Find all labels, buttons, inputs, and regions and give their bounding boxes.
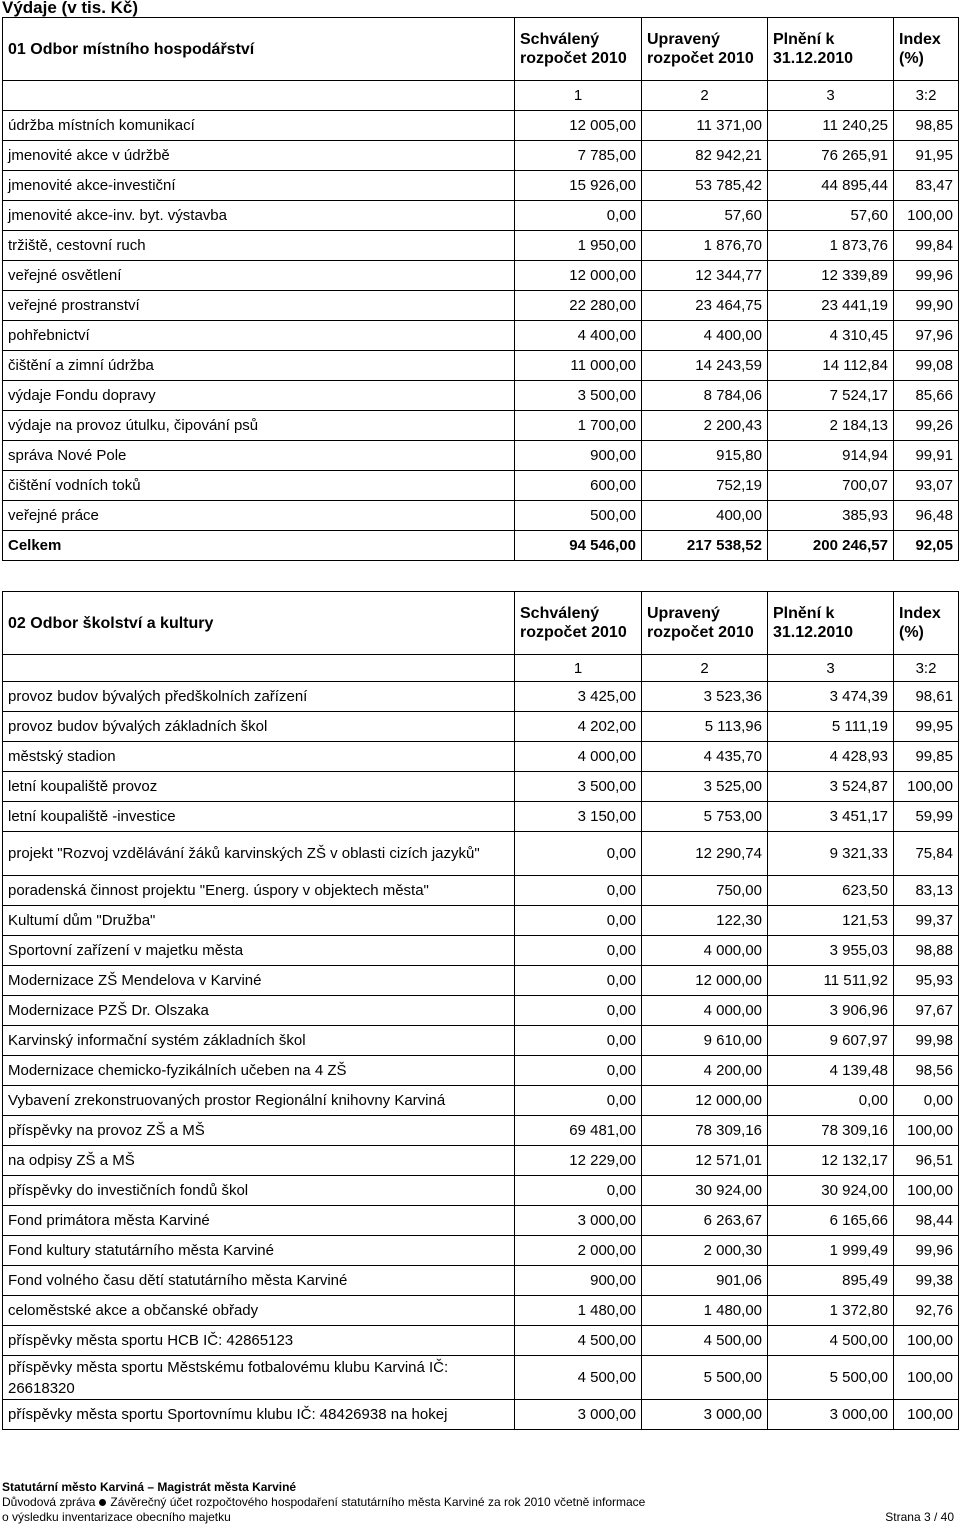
footer-document-line — [2, 1495, 954, 1510]
adjusted-value: 901,06 — [642, 1266, 768, 1296]
index-value: 98,88 — [894, 936, 959, 966]
table-row — [3, 1206, 959, 1236]
row-label: veřejné prostranství — [3, 291, 515, 321]
header-approved-budget: Schválený rozpočet 2010 — [515, 18, 642, 81]
fulfilment-value: 6 165,66 — [768, 1206, 894, 1236]
table-row — [3, 471, 959, 501]
fulfilment-value: 9 321,33 — [768, 832, 894, 876]
approved-value: 500,00 — [515, 501, 642, 531]
footer-last-line — [2, 1510, 954, 1525]
adjusted-value: 14 243,59 — [642, 351, 768, 381]
row-label: výdaje na provoz útulku, čipování psů — [3, 411, 515, 441]
row-label: městský stadion — [3, 742, 515, 772]
colnum: 1 — [515, 655, 642, 682]
adjusted-value: 9 610,00 — [642, 1026, 768, 1056]
index-value: 100,00 — [894, 772, 959, 802]
row-label: pohřebnictví — [3, 321, 515, 351]
fulfilment-value: 4 310,45 — [768, 321, 894, 351]
approved-value: 4 000,00 — [515, 742, 642, 772]
adjusted-value: 915,80 — [642, 441, 768, 471]
row-label: příspěvky na provoz ZŠ a MŠ — [3, 1116, 515, 1146]
approved-value: 3 500,00 — [515, 772, 642, 802]
index-value: 0,00 — [894, 1086, 959, 1116]
adjusted-value: 12 290,74 — [642, 832, 768, 876]
row-label: Karvinský informační systém základních škol — [3, 1026, 515, 1056]
approved-value: 1 480,00 — [515, 1296, 642, 1326]
colnum-spacer — [3, 81, 515, 111]
fulfilment-value: 121,53 — [768, 906, 894, 936]
table-row — [3, 201, 959, 231]
fulfilment-value: 200 246,57 — [768, 531, 894, 561]
approved-value: 12 005,00 — [515, 111, 642, 141]
table-row — [3, 936, 959, 966]
table-row — [3, 1326, 959, 1356]
row-label: jmenovité akce-inv. byt. výstavba — [3, 201, 515, 231]
row-label: jmenovité akce-investiční — [3, 171, 515, 201]
fulfilment-value: 78 309,16 — [768, 1116, 894, 1146]
row-label: jmenovité akce v údržbě — [3, 141, 515, 171]
adjusted-value: 4 400,00 — [642, 321, 768, 351]
fulfilment-value: 2 184,13 — [768, 411, 894, 441]
approved-value: 4 202,00 — [515, 712, 642, 742]
table-row — [3, 441, 959, 471]
fulfilment-value: 3 474,39 — [768, 682, 894, 712]
table-row — [3, 111, 959, 141]
approved-value: 69 481,00 — [515, 1116, 642, 1146]
adjusted-value: 750,00 — [642, 876, 768, 906]
footer-doc-title: Závěrečný účet rozpočtového hospodaření statutárního města Karviné za rok 2010 včetně informace — [110, 1495, 646, 1509]
fulfilment-value: 11 240,25 — [768, 111, 894, 141]
index-value: 85,66 — [894, 381, 959, 411]
adjusted-value: 3 523,36 — [642, 682, 768, 712]
fulfilment-value: 23 441,19 — [768, 291, 894, 321]
row-label: letní koupaliště -investice — [3, 802, 515, 832]
row-label: Celkem — [3, 531, 515, 561]
index-value: 83,13 — [894, 876, 959, 906]
index-value: 99,96 — [894, 1236, 959, 1266]
table-row — [3, 742, 959, 772]
fulfilment-value: 700,07 — [768, 471, 894, 501]
index-value: 98,56 — [894, 1056, 959, 1086]
fulfilment-value: 385,93 — [768, 501, 894, 531]
adjusted-value: 5 113,96 — [642, 712, 768, 742]
section-heading: 02 Odbor školství a kultury — [3, 592, 515, 655]
index-value: 100,00 — [894, 1356, 959, 1400]
table-odbor-skolstvi-a-kultury — [2, 591, 959, 1430]
adjusted-value: 8 784,06 — [642, 381, 768, 411]
approved-value: 3 425,00 — [515, 682, 642, 712]
index-value: 99,08 — [894, 351, 959, 381]
approved-value: 0,00 — [515, 201, 642, 231]
fulfilment-value: 57,60 — [768, 201, 894, 231]
index-value: 75,84 — [894, 832, 959, 876]
table-row — [3, 1086, 959, 1116]
approved-value: 0,00 — [515, 876, 642, 906]
index-value: 59,99 — [894, 802, 959, 832]
index-value: 92,05 — [894, 531, 959, 561]
page-number: Strana 3 / 40 — [885, 1510, 954, 1524]
table-row — [3, 291, 959, 321]
table-row — [3, 381, 959, 411]
approved-value: 900,00 — [515, 441, 642, 471]
index-value: 83,47 — [894, 171, 959, 201]
fulfilment-value: 1 999,49 — [768, 1236, 894, 1266]
row-label: celoměstské akce a občanské obřady — [3, 1296, 515, 1326]
fulfilment-value: 76 265,91 — [768, 141, 894, 171]
index-value: 99,96 — [894, 261, 959, 291]
row-label: Modernizace chemicko-fyzikálních učeben na 4 ZŠ — [3, 1056, 515, 1086]
approved-value: 0,00 — [515, 1086, 642, 1116]
approved-value: 0,00 — [515, 1026, 642, 1056]
table-row — [3, 1176, 959, 1206]
page-title: Výdaje (v tis. Kč) — [2, 0, 139, 17]
table-row — [3, 1400, 959, 1430]
fulfilment-value: 5 111,19 — [768, 712, 894, 742]
adjusted-value: 752,19 — [642, 471, 768, 501]
approved-value: 3 000,00 — [515, 1400, 642, 1430]
header-adjusted-budget: Upravený rozpočet 2010 — [642, 18, 768, 81]
adjusted-value: 12 344,77 — [642, 261, 768, 291]
colnum: 2 — [642, 81, 768, 111]
approved-value: 1 950,00 — [515, 231, 642, 261]
table-row — [3, 351, 959, 381]
adjusted-value: 122,30 — [642, 906, 768, 936]
row-label: letní koupaliště provoz — [3, 772, 515, 802]
approved-value: 3 500,00 — [515, 381, 642, 411]
table-row — [3, 966, 959, 996]
row-label: příspěvky města sportu Sportovnímu klubu IČ: 48426938 na hokej — [3, 1400, 515, 1430]
index-value: 99,98 — [894, 1026, 959, 1056]
row-label: Vybavení zrekonstruovaných prostor Regionální knihovny Karviná — [3, 1086, 515, 1116]
colnum: 3 — [768, 81, 894, 111]
table-row — [3, 1056, 959, 1086]
row-label: čištění a zimní údržba — [3, 351, 515, 381]
header-fulfilment: Plnění k 31.12.2010 — [768, 18, 894, 81]
approved-value: 94 546,00 — [515, 531, 642, 561]
approved-value: 0,00 — [515, 1056, 642, 1086]
adjusted-value: 82 942,21 — [642, 141, 768, 171]
row-label: Fond kultury statutárního města Karviné — [3, 1236, 515, 1266]
colnum: 1 — [515, 81, 642, 111]
row-label: Fond primátora města Karviné — [3, 1206, 515, 1236]
index-value: 100,00 — [894, 1116, 959, 1146]
colnum: 3 — [768, 655, 894, 682]
adjusted-value: 57,60 — [642, 201, 768, 231]
row-label: příspěvky do investičních fondů škol — [3, 1176, 515, 1206]
approved-value: 4 500,00 — [515, 1356, 642, 1400]
approved-value: 0,00 — [515, 832, 642, 876]
row-label: údržba místních komunikací — [3, 111, 515, 141]
table-row — [3, 171, 959, 201]
row-label: na odpisy ZŠ a MŠ — [3, 1146, 515, 1176]
fulfilment-value: 12 339,89 — [768, 261, 894, 291]
adjusted-value: 23 464,75 — [642, 291, 768, 321]
approved-value: 0,00 — [515, 966, 642, 996]
row-label: Sportovní zařízení v majetku města — [3, 936, 515, 966]
table-row — [3, 996, 959, 1026]
approved-value: 0,00 — [515, 996, 642, 1026]
index-value: 99,95 — [894, 712, 959, 742]
fulfilment-value: 1 372,80 — [768, 1296, 894, 1326]
fulfilment-value: 11 511,92 — [768, 966, 894, 996]
row-label: příspěvky města sportu HCB IČ: 42865123 — [3, 1326, 515, 1356]
index-value: 91,95 — [894, 141, 959, 171]
approved-value: 3 150,00 — [515, 802, 642, 832]
adjusted-value: 3 525,00 — [642, 772, 768, 802]
fulfilment-value: 7 524,17 — [768, 381, 894, 411]
approved-value: 22 280,00 — [515, 291, 642, 321]
adjusted-value: 6 263,67 — [642, 1206, 768, 1236]
colnum-spacer — [3, 655, 515, 682]
index-value: 99,38 — [894, 1266, 959, 1296]
adjusted-value: 2 000,30 — [642, 1236, 768, 1266]
table-row — [3, 772, 959, 802]
header-adjusted-budget: Upravený rozpočet 2010 — [642, 592, 768, 655]
index-value: 97,67 — [894, 996, 959, 1026]
index-value: 99,84 — [894, 231, 959, 261]
index-value: 98,85 — [894, 111, 959, 141]
adjusted-value: 5 753,00 — [642, 802, 768, 832]
adjusted-value: 30 924,00 — [642, 1176, 768, 1206]
approved-value: 0,00 — [515, 906, 642, 936]
fulfilment-value: 1 873,76 — [768, 231, 894, 261]
table-row — [3, 1266, 959, 1296]
approved-value: 600,00 — [515, 471, 642, 501]
row-label: veřejné práce — [3, 501, 515, 531]
table-row — [3, 682, 959, 712]
table-row — [3, 712, 959, 742]
fulfilment-value: 4 139,48 — [768, 1056, 894, 1086]
approved-value: 7 785,00 — [515, 141, 642, 171]
index-value: 100,00 — [894, 1176, 959, 1206]
header-fulfilment: Plnění k 31.12.2010 — [768, 592, 894, 655]
header-index: Index (%) — [894, 18, 959, 81]
row-label: Kultumí dům "Družba" — [3, 906, 515, 936]
adjusted-value: 4 200,00 — [642, 1056, 768, 1086]
index-value: 99,91 — [894, 441, 959, 471]
row-label: Modernizace PZŠ Dr. Olszaka — [3, 996, 515, 1026]
adjusted-value: 12 000,00 — [642, 1086, 768, 1116]
index-value: 95,93 — [894, 966, 959, 996]
index-value: 97,96 — [894, 321, 959, 351]
fulfilment-value: 9 607,97 — [768, 1026, 894, 1056]
table-row — [3, 501, 959, 531]
fulfilment-value: 3 955,03 — [768, 936, 894, 966]
table-row — [3, 141, 959, 171]
fulfilment-value: 4 428,93 — [768, 742, 894, 772]
row-label: Fond volného času dětí statutárního města Karviné — [3, 1266, 515, 1296]
index-value: 92,76 — [894, 1296, 959, 1326]
fulfilment-value: 3 524,87 — [768, 772, 894, 802]
index-value: 96,51 — [894, 1146, 959, 1176]
fulfilment-value: 3 451,17 — [768, 802, 894, 832]
fulfilment-value: 44 895,44 — [768, 171, 894, 201]
section-heading: 01 Odbor místního hospodářství — [3, 18, 515, 81]
table-row — [3, 1356, 959, 1400]
table-row — [3, 321, 959, 351]
row-label: výdaje Fondu dopravy — [3, 381, 515, 411]
approved-value: 2 000,00 — [515, 1236, 642, 1266]
header-index: Index (%) — [894, 592, 959, 655]
adjusted-value: 4 435,70 — [642, 742, 768, 772]
fulfilment-value: 623,50 — [768, 876, 894, 906]
page-footer — [2, 1480, 954, 1525]
row-label: správa Nové Pole — [3, 441, 515, 471]
approved-value: 1 700,00 — [515, 411, 642, 441]
index-value: 99,90 — [894, 291, 959, 321]
row-label: provoz budov bývalých předškolních zařízení — [3, 682, 515, 712]
adjusted-value: 11 371,00 — [642, 111, 768, 141]
table-row — [3, 1026, 959, 1056]
header-approved-budget: Schválený rozpočet 2010 — [515, 592, 642, 655]
colnum: 2 — [642, 655, 768, 682]
adjusted-value: 217 538,52 — [642, 531, 768, 561]
approved-value: 4 500,00 — [515, 1326, 642, 1356]
adjusted-value: 4 000,00 — [642, 996, 768, 1026]
fulfilment-value: 4 500,00 — [768, 1326, 894, 1356]
row-label: tržiště, cestovní ruch — [3, 231, 515, 261]
table-row — [3, 231, 959, 261]
adjusted-value: 400,00 — [642, 501, 768, 531]
adjusted-value: 5 500,00 — [642, 1356, 768, 1400]
index-value: 100,00 — [894, 201, 959, 231]
approved-value: 11 000,00 — [515, 351, 642, 381]
table-row — [3, 1146, 959, 1176]
fulfilment-value: 30 924,00 — [768, 1176, 894, 1206]
approved-value: 12 000,00 — [515, 261, 642, 291]
table-row — [3, 261, 959, 291]
row-label: projekt "Rozvoj vzdělávání žáků karvinských ZŠ v oblasti cizích jazyků" — [3, 832, 515, 876]
table-row — [3, 411, 959, 441]
adjusted-value: 4 500,00 — [642, 1326, 768, 1356]
bullet-icon — [99, 1499, 106, 1506]
row-label: provoz budov bývalých základních škol — [3, 712, 515, 742]
approved-value: 4 400,00 — [515, 321, 642, 351]
colnum: 3:2 — [894, 655, 959, 682]
adjusted-value: 1 480,00 — [642, 1296, 768, 1326]
adjusted-value: 4 000,00 — [642, 936, 768, 966]
approved-value: 0,00 — [515, 936, 642, 966]
table-row — [3, 1236, 959, 1266]
approved-value: 0,00 — [515, 1176, 642, 1206]
table-row — [3, 876, 959, 906]
adjusted-value: 1 876,70 — [642, 231, 768, 261]
adjusted-value: 53 785,42 — [642, 171, 768, 201]
adjusted-value: 3 000,00 — [642, 1400, 768, 1430]
table-row — [3, 802, 959, 832]
row-label: čištění vodních toků — [3, 471, 515, 501]
index-value: 99,26 — [894, 411, 959, 441]
fulfilment-value: 3 000,00 — [768, 1400, 894, 1430]
table-row — [3, 832, 959, 876]
adjusted-value: 12 000,00 — [642, 966, 768, 996]
fulfilment-value: 12 132,17 — [768, 1146, 894, 1176]
index-value: 93,07 — [894, 471, 959, 501]
approved-value: 900,00 — [515, 1266, 642, 1296]
index-value: 98,61 — [894, 682, 959, 712]
approved-value: 12 229,00 — [515, 1146, 642, 1176]
fulfilment-value: 3 906,96 — [768, 996, 894, 1026]
adjusted-value: 12 571,01 — [642, 1146, 768, 1176]
index-value: 99,85 — [894, 742, 959, 772]
index-value: 96,48 — [894, 501, 959, 531]
colnum: 3:2 — [894, 81, 959, 111]
adjusted-value: 78 309,16 — [642, 1116, 768, 1146]
approved-value: 15 926,00 — [515, 171, 642, 201]
table-row — [3, 1116, 959, 1146]
index-value: 99,37 — [894, 906, 959, 936]
approved-value: 3 000,00 — [515, 1206, 642, 1236]
row-label: poradenská činnost projektu "Energ. úspory v objektech města" — [3, 876, 515, 906]
table-odbor-mistniho-hospodarstvi — [2, 17, 959, 561]
footer-doc-type: Důvodová zpráva — [2, 1495, 96, 1509]
footer-doc-title-cont: o výsledku inventarizace obecního majetku — [2, 1510, 231, 1524]
total-row — [3, 531, 959, 561]
footer-organization: Statutární město Karviná – Magistrát města Karviné — [2, 1480, 297, 1494]
row-label: příspěvky města sportu Městskému fotbalovému klubu Karviná IČ: 26618320 — [3, 1356, 515, 1400]
index-value: 100,00 — [894, 1400, 959, 1430]
index-value: 100,00 — [894, 1326, 959, 1356]
row-label: veřejné osvětlení — [3, 261, 515, 291]
fulfilment-value: 0,00 — [768, 1086, 894, 1116]
row-label: Modernizace ZŠ Mendelova v Karviné — [3, 966, 515, 996]
adjusted-value: 2 200,43 — [642, 411, 768, 441]
fulfilment-value: 5 500,00 — [768, 1356, 894, 1400]
table-row — [3, 1296, 959, 1326]
index-value: 98,44 — [894, 1206, 959, 1236]
fulfilment-value: 914,94 — [768, 441, 894, 471]
table-row — [3, 906, 959, 936]
fulfilment-value: 895,49 — [768, 1266, 894, 1296]
fulfilment-value: 14 112,84 — [768, 351, 894, 381]
